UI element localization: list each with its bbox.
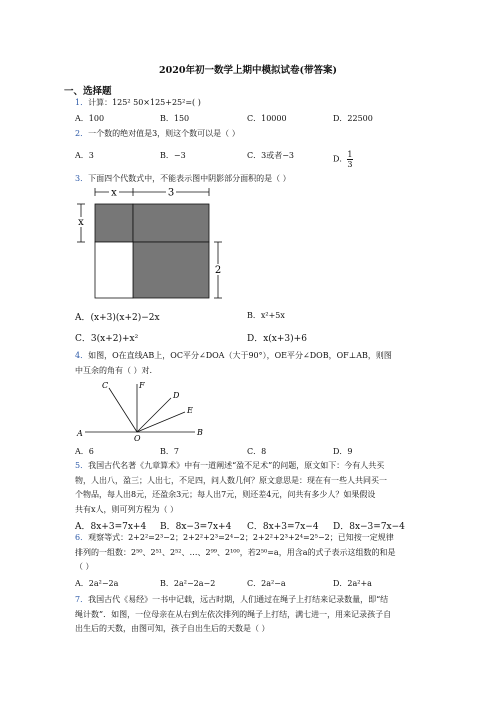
numerator: 1 [347, 150, 353, 159]
label-top-3: 3 [167, 187, 175, 199]
label-a: A [77, 429, 83, 438]
question-text-line1: 我国古代名著《九章算术》中有一道阐述“盈不足术”的问题，原文如下：今有人共买 [88, 461, 385, 470]
question-text-line2: 绳计数”．如图，一位母亲在从右到左依次排列的绳子上打结，满七进一，用来记录孩子自 [75, 609, 392, 619]
question-text-line1: 我国古代《易经》一书中记载，远古时期，人们通过在绳子上打结来记录数量，即“结 [88, 595, 389, 604]
question-number: 1． [75, 98, 89, 107]
question-4-line2: 中互余的角有（ ）对. [75, 366, 153, 375]
label-top-x: x [111, 187, 117, 199]
question-number: 2． [75, 129, 89, 138]
question-text-line1: 如图，O在直线AB上，OC平分∠DOA（大于90°），OE平分∠DOB，OF⊥AB，则图 [88, 351, 392, 360]
question-1 [75, 96, 201, 109]
option-d: D．x(x+3)+6 [247, 334, 307, 344]
question-7 [75, 593, 435, 637]
question-text-line2: 物，人出八，盈三；人出七，不足四，问人数几何？原文意思是：现在有一些人共同买一 [75, 475, 387, 485]
option-a: A．100 [75, 114, 105, 123]
option-b: B．8x−3=7x+4 [160, 522, 232, 532]
option-d: D．2a²+a [333, 579, 372, 588]
question-number: 4． [75, 351, 89, 360]
question-5 [75, 459, 435, 517]
question-text-line4: 共有x人，则可列方程为（ ） [75, 504, 179, 514]
question-text-line1: 观察等式：2+2²=2³−2；2+2²+2³=2⁴−2；2+2²+2³+2⁴=2⁵−2；已知按一定规律 [88, 533, 394, 542]
question-text-line3: （ ） [75, 562, 94, 571]
question-2 [75, 127, 240, 140]
ray-od [137, 398, 171, 432]
option-d: D．9 [333, 447, 353, 456]
option-a: A．2a²−2a [75, 579, 119, 588]
option-b: B．2a²−2a−2 [160, 579, 216, 588]
option-a: A．6 [75, 447, 94, 456]
option-d: D． $\frac{1}{3}$ [333, 150, 353, 169]
question-text-line3: 个物品，每人出8元，还盈余3元；每人出7元，则还差4元，问共有多少人？如果假设 [75, 490, 376, 499]
question-text: 一个数的绝对值是3，则这个数可以是（ ） [88, 129, 240, 138]
question-3 [75, 172, 291, 185]
area-figure [75, 186, 235, 302]
fraction [347, 150, 352, 169]
label-left-x: x [78, 217, 84, 228]
label-e: E [187, 406, 193, 415]
question-number: 7． [75, 595, 89, 604]
option-b: B．150 [160, 114, 190, 123]
option-a: A．(x+3)(x+2)−2x [75, 313, 160, 323]
option-b: B．−3 [160, 151, 186, 160]
denominator: 3 [347, 160, 353, 169]
option-c: C．2a²−a [247, 579, 286, 588]
option-a: A．8x+3=7x+4 [75, 522, 147, 532]
shaded-rect-bottom [133, 242, 209, 298]
option-b: B．x²+5x [247, 311, 285, 320]
option-c: C．3(x+2)+x² [75, 334, 139, 344]
blank-rect [95, 242, 133, 298]
question-number: 3． [75, 174, 89, 183]
question-text-line2: 排列的一组数：2⁵⁰、2⁵¹、2⁵²、…、2⁹⁹、2¹⁰⁰，若2⁵⁰=a，用含a的式子表示这组数的和是 [75, 547, 396, 557]
label-f: F [139, 381, 145, 390]
option-c: C．10000 [247, 114, 287, 123]
label-d: D [173, 391, 180, 400]
label-right-2: 2 [214, 265, 222, 276]
option-d: D．22500 [333, 114, 373, 123]
ray-oe [137, 412, 185, 432]
option-a: A．3 [75, 151, 94, 160]
option-b: B．7 [160, 447, 179, 456]
shaded-square [95, 204, 133, 242]
question-number: 5． [75, 461, 89, 470]
question-text: 下面四个代数式中，不能表示图中阴影部分面积的是（ ） [88, 174, 291, 183]
shaded-rect-top [133, 204, 209, 242]
page-title: 2020年初一数学上期中模拟试卷(带答案) [159, 65, 337, 76]
label-b: B [197, 428, 203, 437]
option-c: C．8 [247, 447, 267, 456]
ray-oc [109, 388, 137, 432]
option-c: C．8x+3=7x−4 [247, 522, 319, 532]
label-c: C [102, 381, 109, 390]
question-6 [75, 531, 435, 575]
angle-figure [75, 378, 205, 442]
question-text-line3: 出生后的天数，由图可知，孩子自出生后的天数是（ ） [75, 624, 270, 633]
option-c: C．3或者−3 [247, 151, 295, 160]
label-o: O [134, 434, 141, 442]
question-text: 计算：125² 50×125+25²=( ) [88, 98, 201, 107]
option-d: D．8x−3=7x−4 [333, 522, 405, 532]
question-4 [75, 349, 392, 362]
section-heading: 一、选择题 [64, 86, 112, 97]
question-number: 6． [75, 533, 89, 542]
